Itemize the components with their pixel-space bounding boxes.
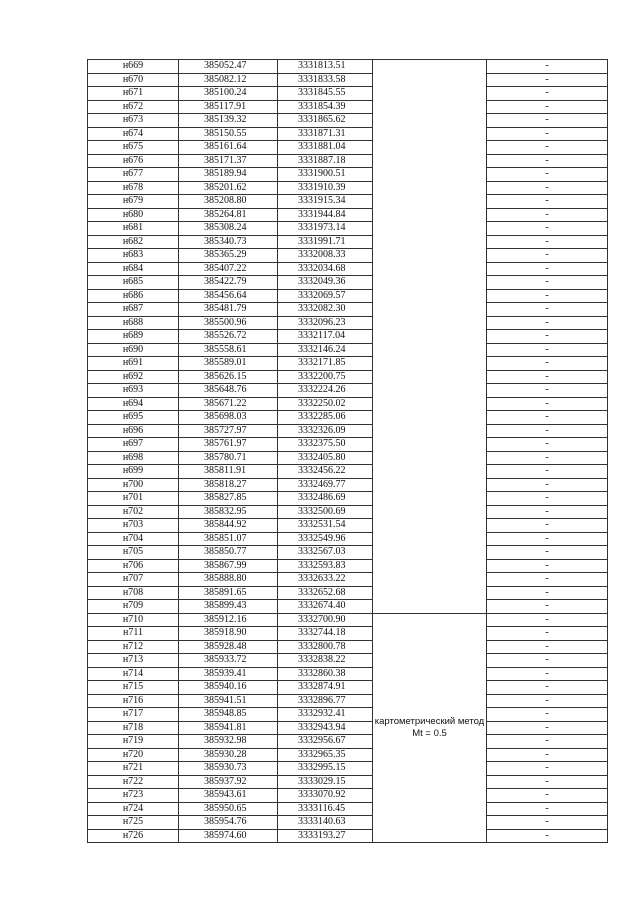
- x-coordinate-cell: 385264.81: [179, 208, 278, 222]
- y-coordinate-cell: 3331910.39: [278, 181, 373, 195]
- y-coordinate-cell: 3332593.83: [278, 559, 373, 573]
- table-row: [88, 141, 608, 155]
- accuracy-mark-cell: -: [487, 330, 608, 344]
- accuracy-mark-cell: -: [487, 478, 608, 492]
- accuracy-mark-cell: -: [487, 289, 608, 303]
- x-coordinate-cell: 385171.37: [179, 154, 278, 168]
- y-coordinate-cell: 3332049.36: [278, 276, 373, 290]
- y-coordinate-cell: 3332096.23: [278, 316, 373, 330]
- accuracy-mark-cell: -: [487, 60, 608, 74]
- x-coordinate-cell: 385558.61: [179, 343, 278, 357]
- y-coordinate-cell: 3331845.55: [278, 87, 373, 101]
- accuracy-mark-cell: -: [487, 195, 608, 209]
- table-row: [88, 573, 608, 587]
- y-coordinate-cell: 3332285.06: [278, 411, 373, 425]
- point-id-cell: н723: [88, 789, 179, 803]
- y-coordinate-cell: 3332549.96: [278, 532, 373, 546]
- table-row: [88, 586, 608, 600]
- point-id-cell: н692: [88, 370, 179, 384]
- point-id-cell: н685: [88, 276, 179, 290]
- table-row: [88, 276, 608, 290]
- y-coordinate-cell: 3332700.90: [278, 613, 373, 627]
- accuracy-mark-cell: -: [487, 235, 608, 249]
- y-coordinate-cell: 3332744.18: [278, 627, 373, 641]
- table-row: [88, 127, 608, 141]
- x-coordinate-cell: 385698.03: [179, 411, 278, 425]
- point-id-cell: н695: [88, 411, 179, 425]
- table-row: [88, 316, 608, 330]
- x-coordinate-cell: 385761.97: [179, 438, 278, 452]
- x-coordinate-cell: 385648.76: [179, 384, 278, 398]
- point-id-cell: н708: [88, 586, 179, 600]
- y-coordinate-cell: 3333029.15: [278, 775, 373, 789]
- x-coordinate-cell: 385899.43: [179, 600, 278, 614]
- point-id-cell: н690: [88, 343, 179, 357]
- accuracy-mark-cell: -: [487, 708, 608, 722]
- y-coordinate-cell: 3332567.03: [278, 546, 373, 560]
- accuracy-mark-cell: -: [487, 208, 608, 222]
- point-id-cell: н714: [88, 667, 179, 681]
- y-coordinate-cell: 3332146.24: [278, 343, 373, 357]
- y-coordinate-cell: 3332652.68: [278, 586, 373, 600]
- table-row: [88, 789, 608, 803]
- x-coordinate-cell: 385930.28: [179, 748, 278, 762]
- y-coordinate-cell: 3331881.04: [278, 141, 373, 155]
- point-id-cell: н712: [88, 640, 179, 654]
- table-row: [88, 370, 608, 384]
- table-row: [88, 465, 608, 479]
- accuracy-mark-cell: -: [487, 303, 608, 317]
- point-id-cell: н703: [88, 519, 179, 533]
- point-id-cell: н689: [88, 330, 179, 344]
- x-coordinate-cell: 385365.29: [179, 249, 278, 263]
- table-row: [88, 181, 608, 195]
- x-coordinate-cell: 385589.01: [179, 357, 278, 371]
- x-coordinate-cell: 385082.12: [179, 73, 278, 87]
- table-row: [88, 532, 608, 546]
- point-id-cell: н702: [88, 505, 179, 519]
- y-coordinate-cell: 3332633.22: [278, 573, 373, 587]
- table-row: [88, 424, 608, 438]
- table-row: [88, 289, 608, 303]
- x-coordinate-cell: 385407.22: [179, 262, 278, 276]
- accuracy-mark-cell: -: [487, 627, 608, 641]
- y-coordinate-cell: 3332082.30: [278, 303, 373, 317]
- accuracy-mark-cell: -: [487, 694, 608, 708]
- point-id-cell: н713: [88, 654, 179, 668]
- accuracy-mark-cell: -: [487, 519, 608, 533]
- accuracy-mark-cell: -: [487, 222, 608, 236]
- point-id-cell: н720: [88, 748, 179, 762]
- x-coordinate-cell: 385422.79: [179, 276, 278, 290]
- x-coordinate-cell: 385481.79: [179, 303, 278, 317]
- table-row: [88, 654, 608, 668]
- accuracy-mark-cell: -: [487, 316, 608, 330]
- point-id-cell: н670: [88, 73, 179, 87]
- accuracy-mark-cell: -: [487, 802, 608, 816]
- accuracy-mark-cell: -: [487, 127, 608, 141]
- table-row: [88, 114, 608, 128]
- table-row: [88, 397, 608, 411]
- y-coordinate-cell: 3332860.38: [278, 667, 373, 681]
- point-id-cell: н678: [88, 181, 179, 195]
- x-coordinate-cell: 385937.92: [179, 775, 278, 789]
- point-id-cell: н696: [88, 424, 179, 438]
- point-id-cell: н677: [88, 168, 179, 182]
- y-coordinate-cell: 3332200.75: [278, 370, 373, 384]
- point-id-cell: н710: [88, 613, 179, 627]
- accuracy-mark-cell: -: [487, 762, 608, 776]
- accuracy-mark-cell: -: [487, 411, 608, 425]
- x-coordinate-cell: 385161.64: [179, 141, 278, 155]
- table-row: [88, 384, 608, 398]
- point-id-cell: н725: [88, 816, 179, 830]
- table-row: [88, 235, 608, 249]
- y-coordinate-cell: 3332943.94: [278, 721, 373, 735]
- coordinates-table: [87, 59, 608, 843]
- table-row: [88, 667, 608, 681]
- point-id-cell: н676: [88, 154, 179, 168]
- accuracy-mark-cell: -: [487, 87, 608, 101]
- table-body: [88, 60, 608, 843]
- accuracy-mark-cell: -: [487, 816, 608, 830]
- table-row: [88, 640, 608, 654]
- x-coordinate-cell: 385818.27: [179, 478, 278, 492]
- accuracy-mark-cell: -: [487, 613, 608, 627]
- x-coordinate-cell: 385888.80: [179, 573, 278, 587]
- point-id-cell: н674: [88, 127, 179, 141]
- point-id-cell: н684: [88, 262, 179, 276]
- table-row: [88, 721, 608, 735]
- table-row: [88, 694, 608, 708]
- y-coordinate-cell: 3332800.78: [278, 640, 373, 654]
- point-id-cell: н704: [88, 532, 179, 546]
- accuracy-mark-cell: -: [487, 667, 608, 681]
- y-coordinate-cell: 3332965.35: [278, 748, 373, 762]
- accuracy-mark-cell: -: [487, 492, 608, 506]
- y-coordinate-cell: 3332034.68: [278, 262, 373, 276]
- table-row: [88, 87, 608, 101]
- x-coordinate-cell: 385974.60: [179, 829, 278, 843]
- x-coordinate-cell: 385626.15: [179, 370, 278, 384]
- table-row: [88, 303, 608, 317]
- accuracy-mark-cell: -: [487, 357, 608, 371]
- y-coordinate-cell: 3332224.26: [278, 384, 373, 398]
- x-coordinate-cell: 385150.55: [179, 127, 278, 141]
- accuracy-mark-cell: -: [487, 262, 608, 276]
- y-coordinate-cell: 3333116.45: [278, 802, 373, 816]
- accuracy-mark-cell: -: [487, 100, 608, 114]
- x-coordinate-cell: 385500.96: [179, 316, 278, 330]
- y-coordinate-cell: 3332674.40: [278, 600, 373, 614]
- x-coordinate-cell: 385780.71: [179, 451, 278, 465]
- y-coordinate-cell: 3332117.04: [278, 330, 373, 344]
- x-coordinate-cell: 385308.24: [179, 222, 278, 236]
- point-id-cell: н721: [88, 762, 179, 776]
- x-coordinate-cell: 385671.22: [179, 397, 278, 411]
- table-row: [88, 73, 608, 87]
- table-row: [88, 60, 608, 74]
- accuracy-mark-cell: -: [487, 775, 608, 789]
- y-coordinate-cell: 3332008.33: [278, 249, 373, 263]
- table-row: [88, 195, 608, 209]
- table-row: [88, 613, 608, 627]
- x-coordinate-cell: 385340.73: [179, 235, 278, 249]
- point-id-cell: н698: [88, 451, 179, 465]
- table-row: [88, 829, 608, 843]
- y-coordinate-cell: 3332375.50: [278, 438, 373, 452]
- table-row: [88, 762, 608, 776]
- y-coordinate-cell: 3332956.67: [278, 735, 373, 749]
- y-coordinate-cell: 3332874.91: [278, 681, 373, 695]
- y-coordinate-cell: 3332456.22: [278, 465, 373, 479]
- point-id-cell: н679: [88, 195, 179, 209]
- x-coordinate-cell: 385851.07: [179, 532, 278, 546]
- table-row: [88, 154, 608, 168]
- accuracy-mark-cell: -: [487, 559, 608, 573]
- point-id-cell: н701: [88, 492, 179, 506]
- table-row: [88, 775, 608, 789]
- x-coordinate-cell: 385940.16: [179, 681, 278, 695]
- x-coordinate-cell: 385201.62: [179, 181, 278, 195]
- accuracy-mark-cell: -: [487, 154, 608, 168]
- y-coordinate-cell: 3332469.77: [278, 478, 373, 492]
- table-row: [88, 708, 608, 722]
- accuracy-mark-cell: -: [487, 721, 608, 735]
- point-id-cell: н718: [88, 721, 179, 735]
- x-coordinate-cell: 385950.65: [179, 802, 278, 816]
- x-coordinate-cell: 385456.64: [179, 289, 278, 303]
- accuracy-mark-cell: -: [487, 573, 608, 587]
- x-coordinate-cell: 385941.81: [179, 721, 278, 735]
- table-row: [88, 748, 608, 762]
- accuracy-mark-cell: -: [487, 424, 608, 438]
- x-coordinate-cell: 385117.91: [179, 100, 278, 114]
- point-id-cell: н691: [88, 357, 179, 371]
- x-coordinate-cell: 385052.47: [179, 60, 278, 74]
- point-id-cell: н686: [88, 289, 179, 303]
- x-coordinate-cell: 385948.85: [179, 708, 278, 722]
- x-coordinate-cell: 385100.24: [179, 87, 278, 101]
- y-coordinate-cell: 3332326.09: [278, 424, 373, 438]
- point-id-cell: н711: [88, 627, 179, 641]
- accuracy-mark-cell: -: [487, 249, 608, 263]
- x-coordinate-cell: 385930.73: [179, 762, 278, 776]
- y-coordinate-cell: 3332932.41: [278, 708, 373, 722]
- x-coordinate-cell: 385850.77: [179, 546, 278, 560]
- accuracy-mark-cell: -: [487, 168, 608, 182]
- y-coordinate-cell: 3331871.31: [278, 127, 373, 141]
- x-coordinate-cell: 385827.85: [179, 492, 278, 506]
- accuracy-mark-cell: -: [487, 640, 608, 654]
- table-row: [88, 478, 608, 492]
- y-coordinate-cell: 3331887.18: [278, 154, 373, 168]
- x-coordinate-cell: 385189.94: [179, 168, 278, 182]
- point-id-cell: н724: [88, 802, 179, 816]
- accuracy-mark-cell: -: [487, 600, 608, 614]
- table-row: [88, 505, 608, 519]
- accuracy-mark-cell: -: [487, 681, 608, 695]
- point-id-cell: н673: [88, 114, 179, 128]
- table-row: [88, 343, 608, 357]
- accuracy-mark-cell: -: [487, 181, 608, 195]
- point-id-cell: н671: [88, 87, 179, 101]
- x-coordinate-cell: 385941.51: [179, 694, 278, 708]
- table-row: [88, 451, 608, 465]
- accuracy-mark-cell: -: [487, 735, 608, 749]
- x-coordinate-cell: 385811.91: [179, 465, 278, 479]
- x-coordinate-cell: 385943.61: [179, 789, 278, 803]
- y-coordinate-cell: 3332995.15: [278, 762, 373, 776]
- y-coordinate-cell: 3332250.02: [278, 397, 373, 411]
- accuracy-mark-cell: -: [487, 829, 608, 843]
- method-cell: [373, 60, 487, 614]
- accuracy-mark-cell: -: [487, 586, 608, 600]
- accuracy-mark-cell: -: [487, 438, 608, 452]
- x-coordinate-cell: 385208.80: [179, 195, 278, 209]
- table-row: [88, 492, 608, 506]
- y-coordinate-cell: 3331813.51: [278, 60, 373, 74]
- table-row: [88, 100, 608, 114]
- accuracy-mark-cell: -: [487, 343, 608, 357]
- table-row: [88, 262, 608, 276]
- table-row: [88, 357, 608, 371]
- point-id-cell: н705: [88, 546, 179, 560]
- accuracy-mark-cell: -: [487, 370, 608, 384]
- table-row: [88, 627, 608, 641]
- x-coordinate-cell: 385891.65: [179, 586, 278, 600]
- accuracy-mark-cell: -: [487, 546, 608, 560]
- accuracy-mark-cell: -: [487, 451, 608, 465]
- y-coordinate-cell: 3331900.51: [278, 168, 373, 182]
- point-id-cell: н681: [88, 222, 179, 236]
- point-id-cell: н693: [88, 384, 179, 398]
- y-coordinate-cell: 3331991.71: [278, 235, 373, 249]
- accuracy-mark-cell: -: [487, 505, 608, 519]
- accuracy-mark-cell: -: [487, 114, 608, 128]
- y-coordinate-cell: 3332896.77: [278, 694, 373, 708]
- point-id-cell: н672: [88, 100, 179, 114]
- table-row: [88, 168, 608, 182]
- table-row: [88, 438, 608, 452]
- x-coordinate-cell: 385832.95: [179, 505, 278, 519]
- x-coordinate-cell: 385912.16: [179, 613, 278, 627]
- x-coordinate-cell: 385526.72: [179, 330, 278, 344]
- x-coordinate-cell: 385867.99: [179, 559, 278, 573]
- x-coordinate-cell: 385939.41: [179, 667, 278, 681]
- y-coordinate-cell: 3332500.69: [278, 505, 373, 519]
- y-coordinate-cell: 3332069.57: [278, 289, 373, 303]
- table-row: [88, 802, 608, 816]
- y-coordinate-cell: 3333193.27: [278, 829, 373, 843]
- y-coordinate-cell: 3333070.92: [278, 789, 373, 803]
- x-coordinate-cell: 385932.98: [179, 735, 278, 749]
- x-coordinate-cell: 385928.48: [179, 640, 278, 654]
- x-coordinate-cell: 385933.72: [179, 654, 278, 668]
- accuracy-mark-cell: -: [487, 465, 608, 479]
- point-id-cell: н717: [88, 708, 179, 722]
- y-coordinate-cell: 3331833.58: [278, 73, 373, 87]
- point-id-cell: н709: [88, 600, 179, 614]
- x-coordinate-cell: 385844.92: [179, 519, 278, 533]
- y-coordinate-cell: 3331915.34: [278, 195, 373, 209]
- accuracy-mark-cell: -: [487, 397, 608, 411]
- x-coordinate-cell: 385139.32: [179, 114, 278, 128]
- accuracy-mark-cell: -: [487, 789, 608, 803]
- table-row: [88, 249, 608, 263]
- y-coordinate-cell: 3331865.62: [278, 114, 373, 128]
- point-id-cell: н726: [88, 829, 179, 843]
- point-id-cell: н687: [88, 303, 179, 317]
- table-row: [88, 546, 608, 560]
- accuracy-mark-cell: -: [487, 141, 608, 155]
- point-id-cell: н688: [88, 316, 179, 330]
- point-id-cell: н706: [88, 559, 179, 573]
- point-id-cell: н675: [88, 141, 179, 155]
- point-id-cell: н694: [88, 397, 179, 411]
- accuracy-mark-cell: -: [487, 73, 608, 87]
- table-row: [88, 330, 608, 344]
- point-id-cell: н716: [88, 694, 179, 708]
- method-cell: картометрический метод Mt = 0.5: [373, 613, 487, 843]
- accuracy-mark-cell: -: [487, 748, 608, 762]
- accuracy-mark-cell: -: [487, 654, 608, 668]
- accuracy-mark-cell: -: [487, 276, 608, 290]
- table-row: [88, 411, 608, 425]
- y-coordinate-cell: 3332531.54: [278, 519, 373, 533]
- table-row: [88, 519, 608, 533]
- y-coordinate-cell: 3331973.14: [278, 222, 373, 236]
- table-row: [88, 816, 608, 830]
- point-id-cell: н715: [88, 681, 179, 695]
- x-coordinate-cell: 385918.90: [179, 627, 278, 641]
- point-id-cell: н700: [88, 478, 179, 492]
- accuracy-mark-cell: -: [487, 532, 608, 546]
- point-id-cell: н682: [88, 235, 179, 249]
- y-coordinate-cell: 3331854.39: [278, 100, 373, 114]
- table-row: [88, 222, 608, 236]
- table-row: [88, 681, 608, 695]
- x-coordinate-cell: 385954.76: [179, 816, 278, 830]
- point-id-cell: н699: [88, 465, 179, 479]
- y-coordinate-cell: 3333140.63: [278, 816, 373, 830]
- point-id-cell: н683: [88, 249, 179, 263]
- point-id-cell: н669: [88, 60, 179, 74]
- point-id-cell: н697: [88, 438, 179, 452]
- y-coordinate-cell: 3332838.22: [278, 654, 373, 668]
- table-row: [88, 208, 608, 222]
- y-coordinate-cell: 3332171.85: [278, 357, 373, 371]
- point-id-cell: н707: [88, 573, 179, 587]
- y-coordinate-cell: 3332405.80: [278, 451, 373, 465]
- accuracy-mark-cell: -: [487, 384, 608, 398]
- table-row: [88, 600, 608, 614]
- point-id-cell: н719: [88, 735, 179, 749]
- table-row: [88, 559, 608, 573]
- point-id-cell: н722: [88, 775, 179, 789]
- table-row: [88, 735, 608, 749]
- point-id-cell: н680: [88, 208, 179, 222]
- y-coordinate-cell: 3332486.69: [278, 492, 373, 506]
- x-coordinate-cell: 385727.97: [179, 424, 278, 438]
- y-coordinate-cell: 3331944.84: [278, 208, 373, 222]
